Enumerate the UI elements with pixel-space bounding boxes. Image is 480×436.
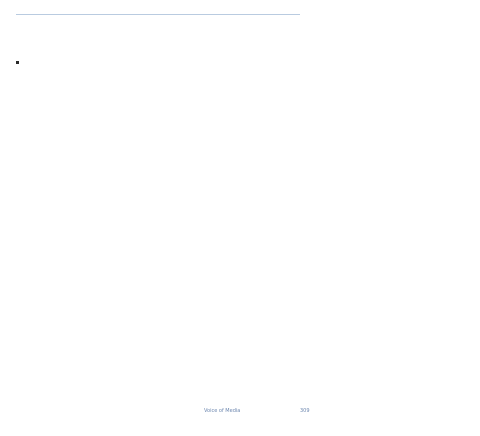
publication-name: Voice of Media	[204, 408, 241, 414]
article-body	[16, 60, 464, 400]
right-column	[248, 60, 458, 63]
bullet-square-icon	[16, 61, 19, 64]
left-column	[16, 60, 226, 72]
section-heading	[16, 60, 226, 68]
top-rule	[16, 14, 300, 15]
page-number: 309	[300, 408, 310, 414]
